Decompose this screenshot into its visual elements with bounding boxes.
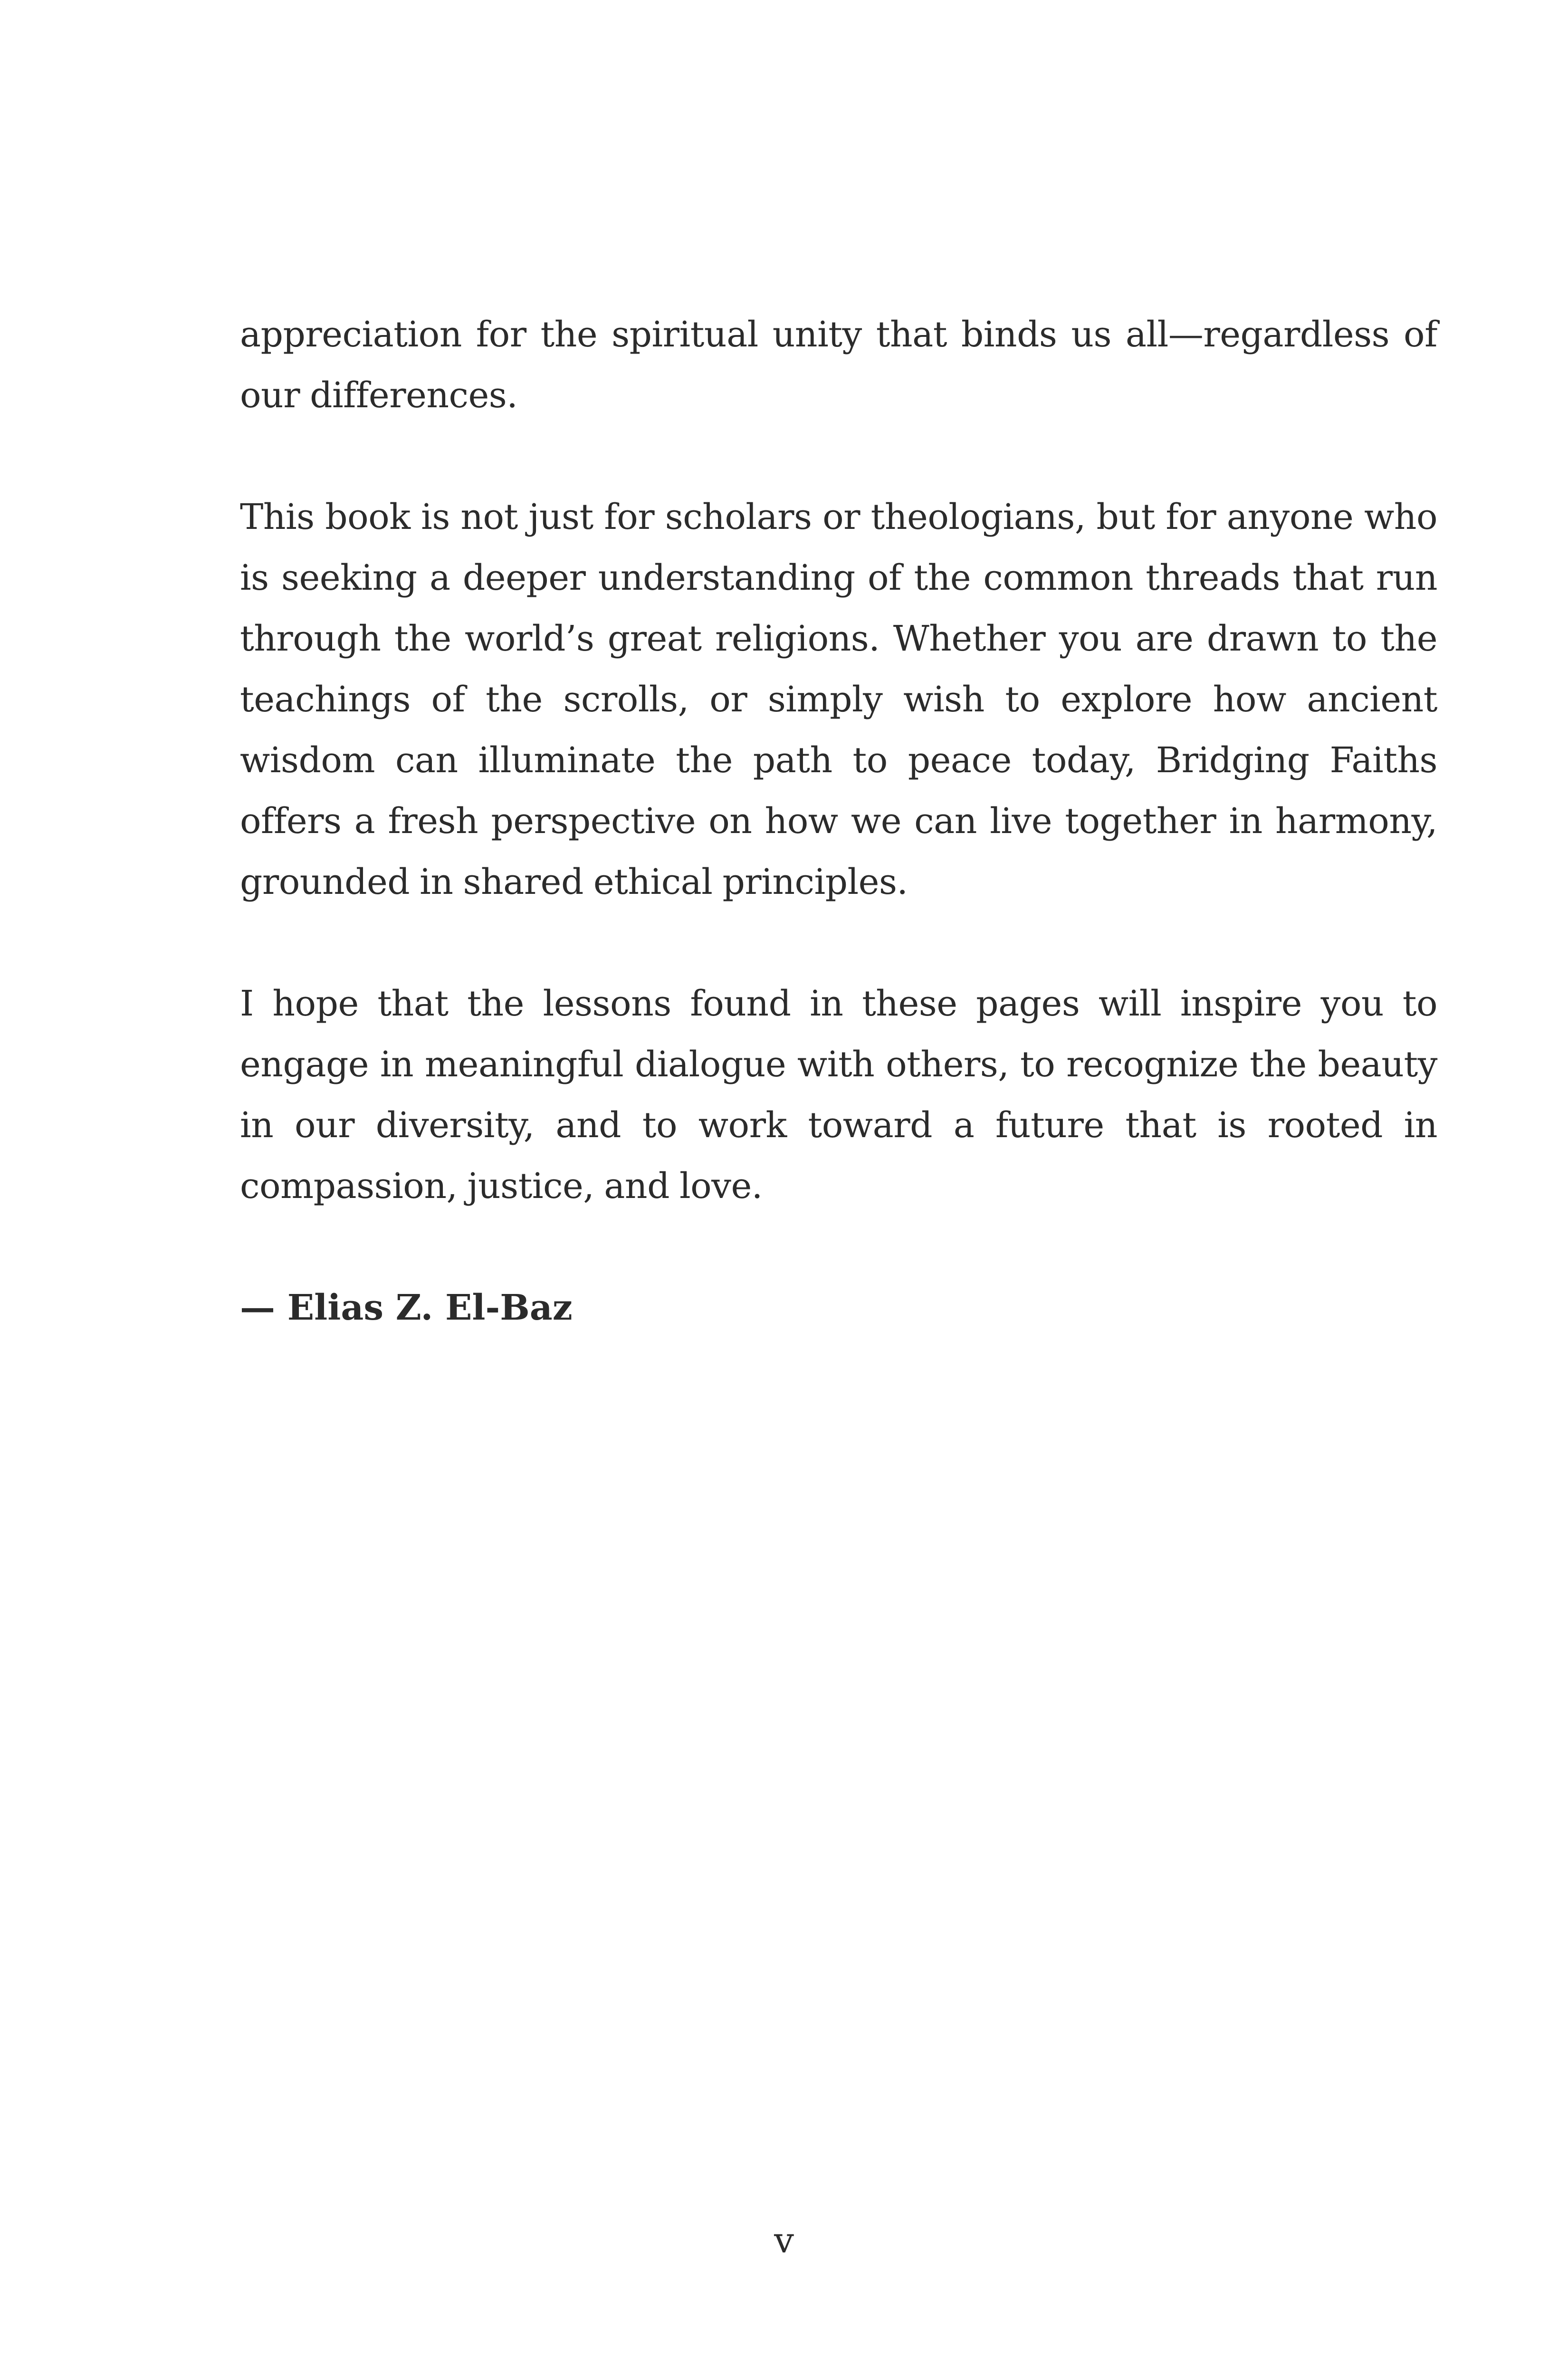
page-number: v — [774, 2220, 794, 2261]
body-text — [240, 304, 1437, 1338]
paragraph-continuation: appreciation for the spiritual unity that binds us all—regardless of our differences. — [240, 314, 1437, 416]
paragraph-hope: I hope that the lessons found in these pages will inspire you to engage in meaningful dialogue with others, to recognize the beauty in our diversity, and to work toward a future that is rooted in compassion, justice, and love. — [240, 983, 1437, 1207]
paragraph-audience: This book is not just for scholars or theologians, but for anyone who is seeking a deeper understanding of the common threads that run through the world’s great religions. Whether you are drawn to the teachings of the scrolls, or simply wish to explore how ancient wisdom can illuminate the path to peace today, Bridging Faiths offers a fresh perspective on how we can live together in harmony, grounded in shared ethical principles. — [240, 497, 1437, 902]
author-signature: — Elias Z. El-Baz — [240, 1287, 573, 1328]
